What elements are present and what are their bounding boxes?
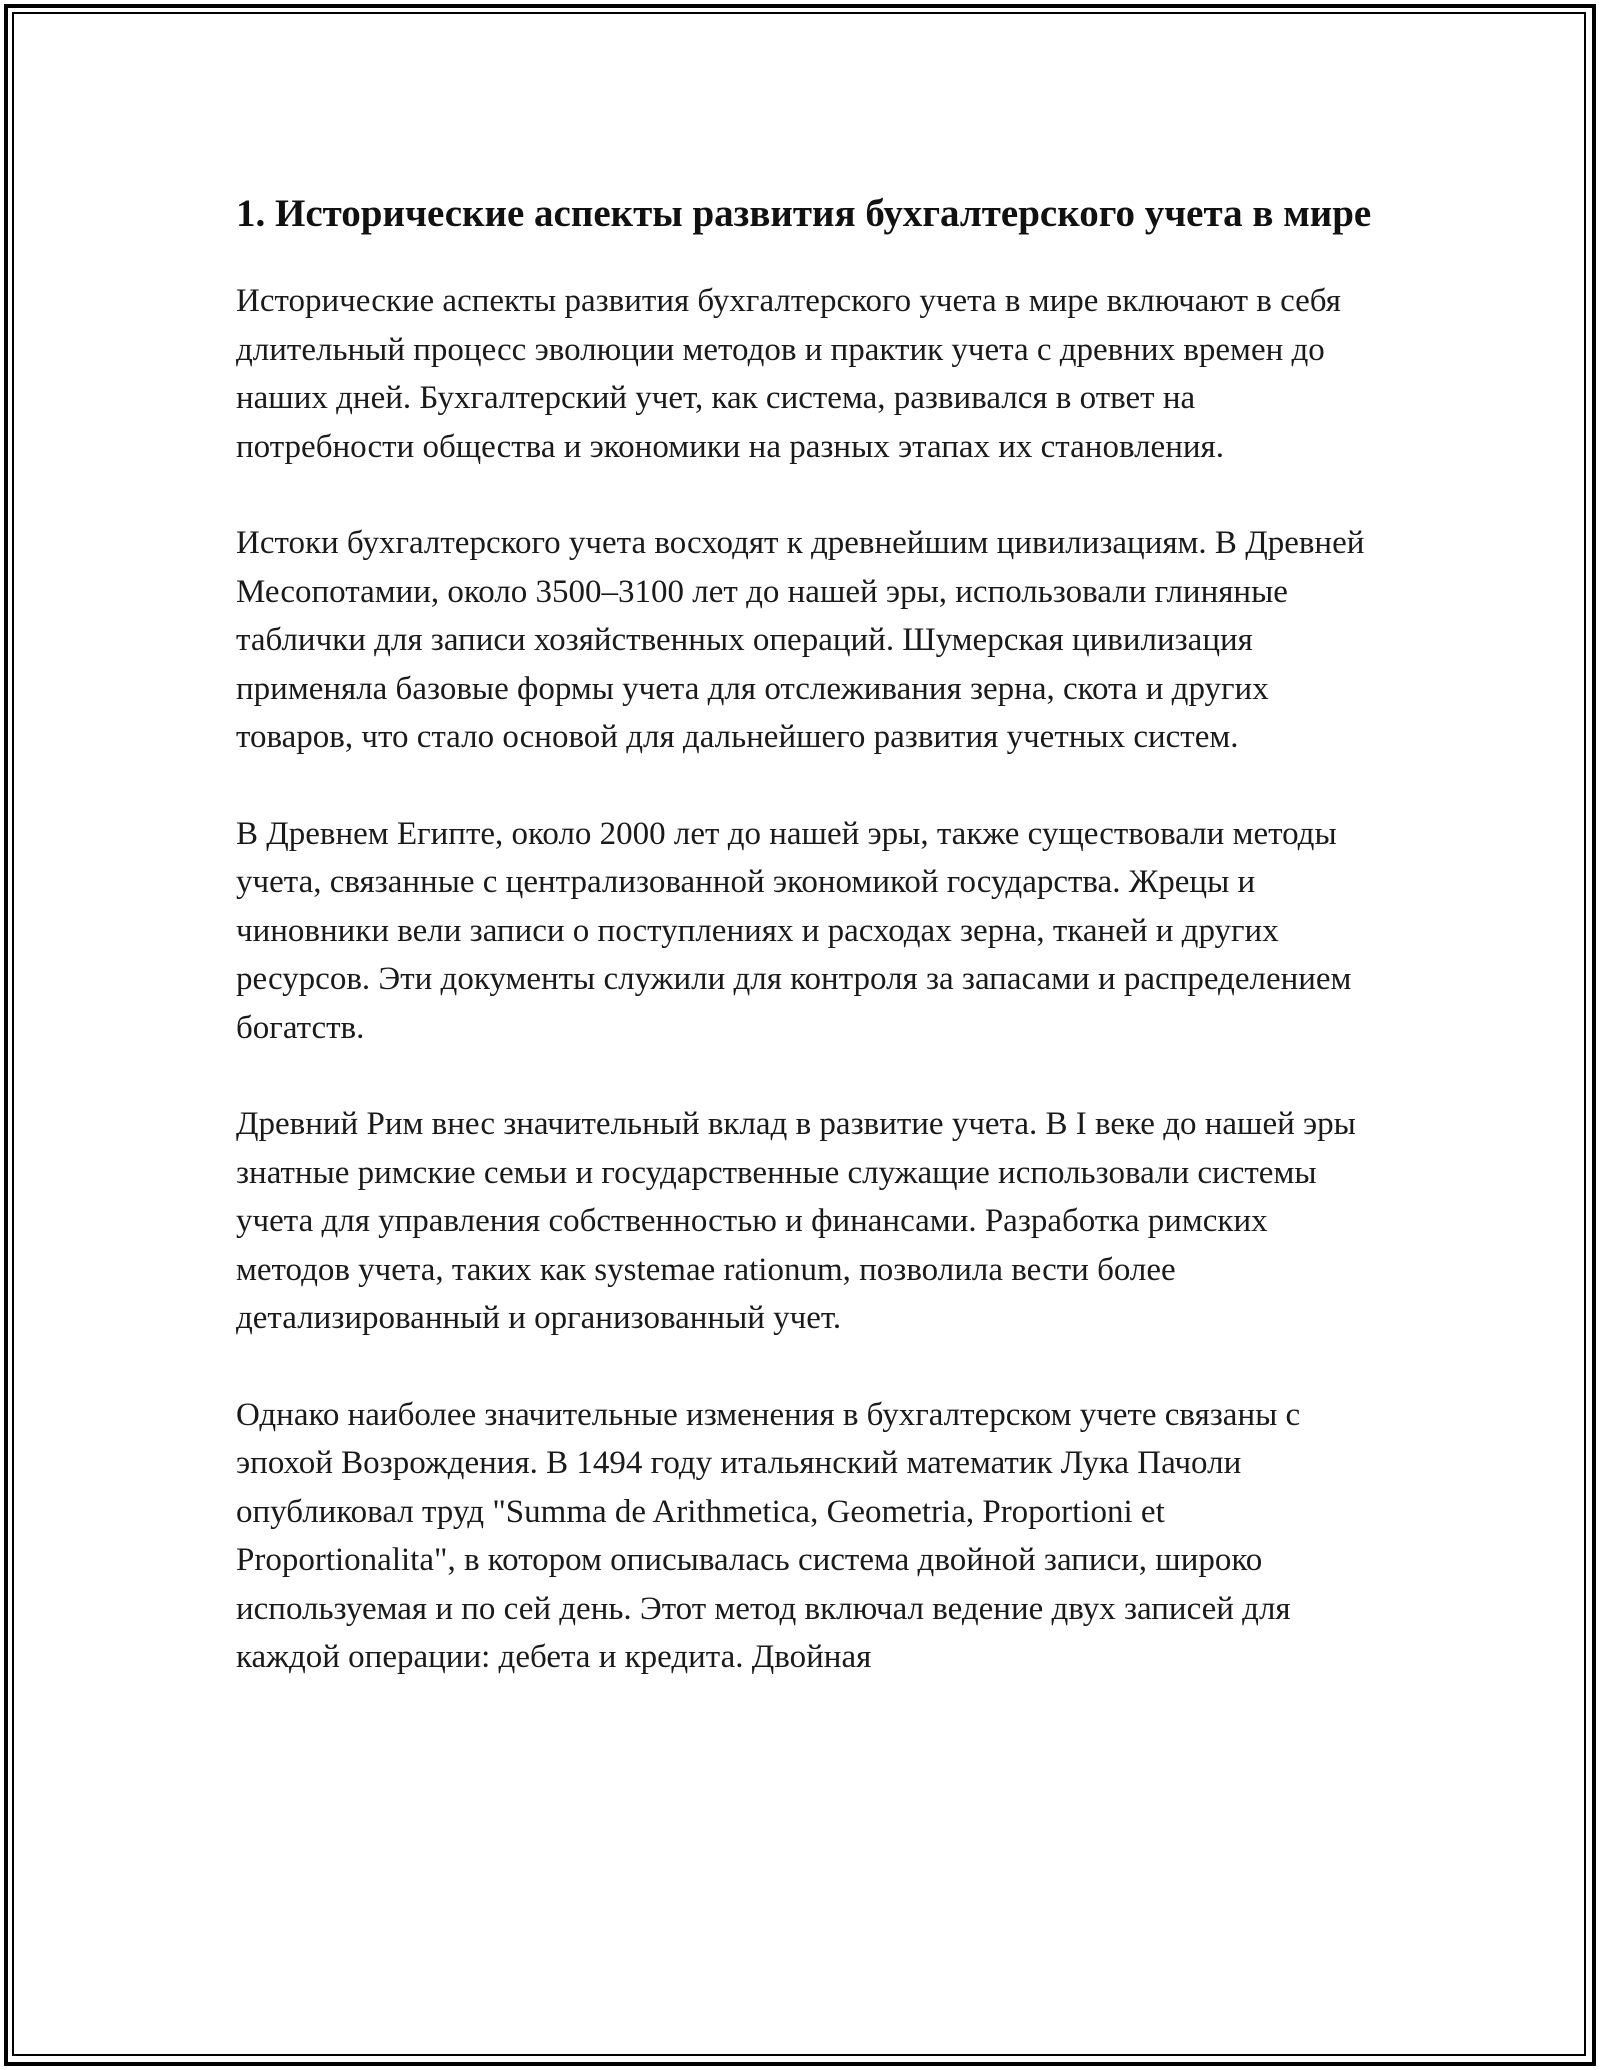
section-title: 1. Исторические аспекты развития бухгалтерского учета в мире bbox=[236, 192, 1372, 235]
document-body bbox=[236, 186, 1376, 1730]
paragraph-intro: Исторические аспекты развития бухгалтерского учета в мире включают в себя длительный процесс эволюции методов и практик учета с древних времен до наших дней. Бухгалтерский учет, как система, развивался в ответ на потребности общества и экономики на разных этапах их становления. bbox=[236, 283, 1341, 465]
paragraph-mesopotamia: Истоки бухгалтерского учета восходят к древнейшим цивилизациям. В Древней Месопотамии, около 3500–3100 лет до нашей эры, использовали глиняные таблички для записи хозяйственных операций. Шумерская цивилизация применяла базовые формы учета для отслеживания зерна, скота и других товаров, что стало основой для дальнейшего развития учетных систем. bbox=[236, 525, 1365, 755]
paragraph-rome: Древний Рим внес значительный вклад в развитие учета. В I веке до нашей эры знатные римские семьи и государственные служащие использовали системы учета для управления собственностью и финансами. Разработка римских методов учета, таких как systemae rationum, позволила вести более детализированный и организованный учет. bbox=[236, 1106, 1356, 1336]
paragraph-renaissance: Однако наиболее значительные изменения в бухгалтерском учете связаны с эпохой Возрождения. В 1494 году итальянский математик Лука Пачоли опубликовал труд "Summa de Arithmetica, Geometria, Proportioni et Proportionalita", в котором описывалась система двойной записи, широко используемая и по сей день. Этот метод включал ведение двух записей для каждой операции: дебета и кредита. Двойная bbox=[236, 1396, 1301, 1675]
paragraph-egypt: В Древнем Египте, около 2000 лет до нашей эры, также существовали методы учета, связанные с централизованной экономикой государства. Жрецы и чиновники вели записи о поступлениях и расходах зерна, тканей и других ресурсов. Эти документы служили для контроля за запасами и распределением богатств. bbox=[236, 815, 1352, 1046]
